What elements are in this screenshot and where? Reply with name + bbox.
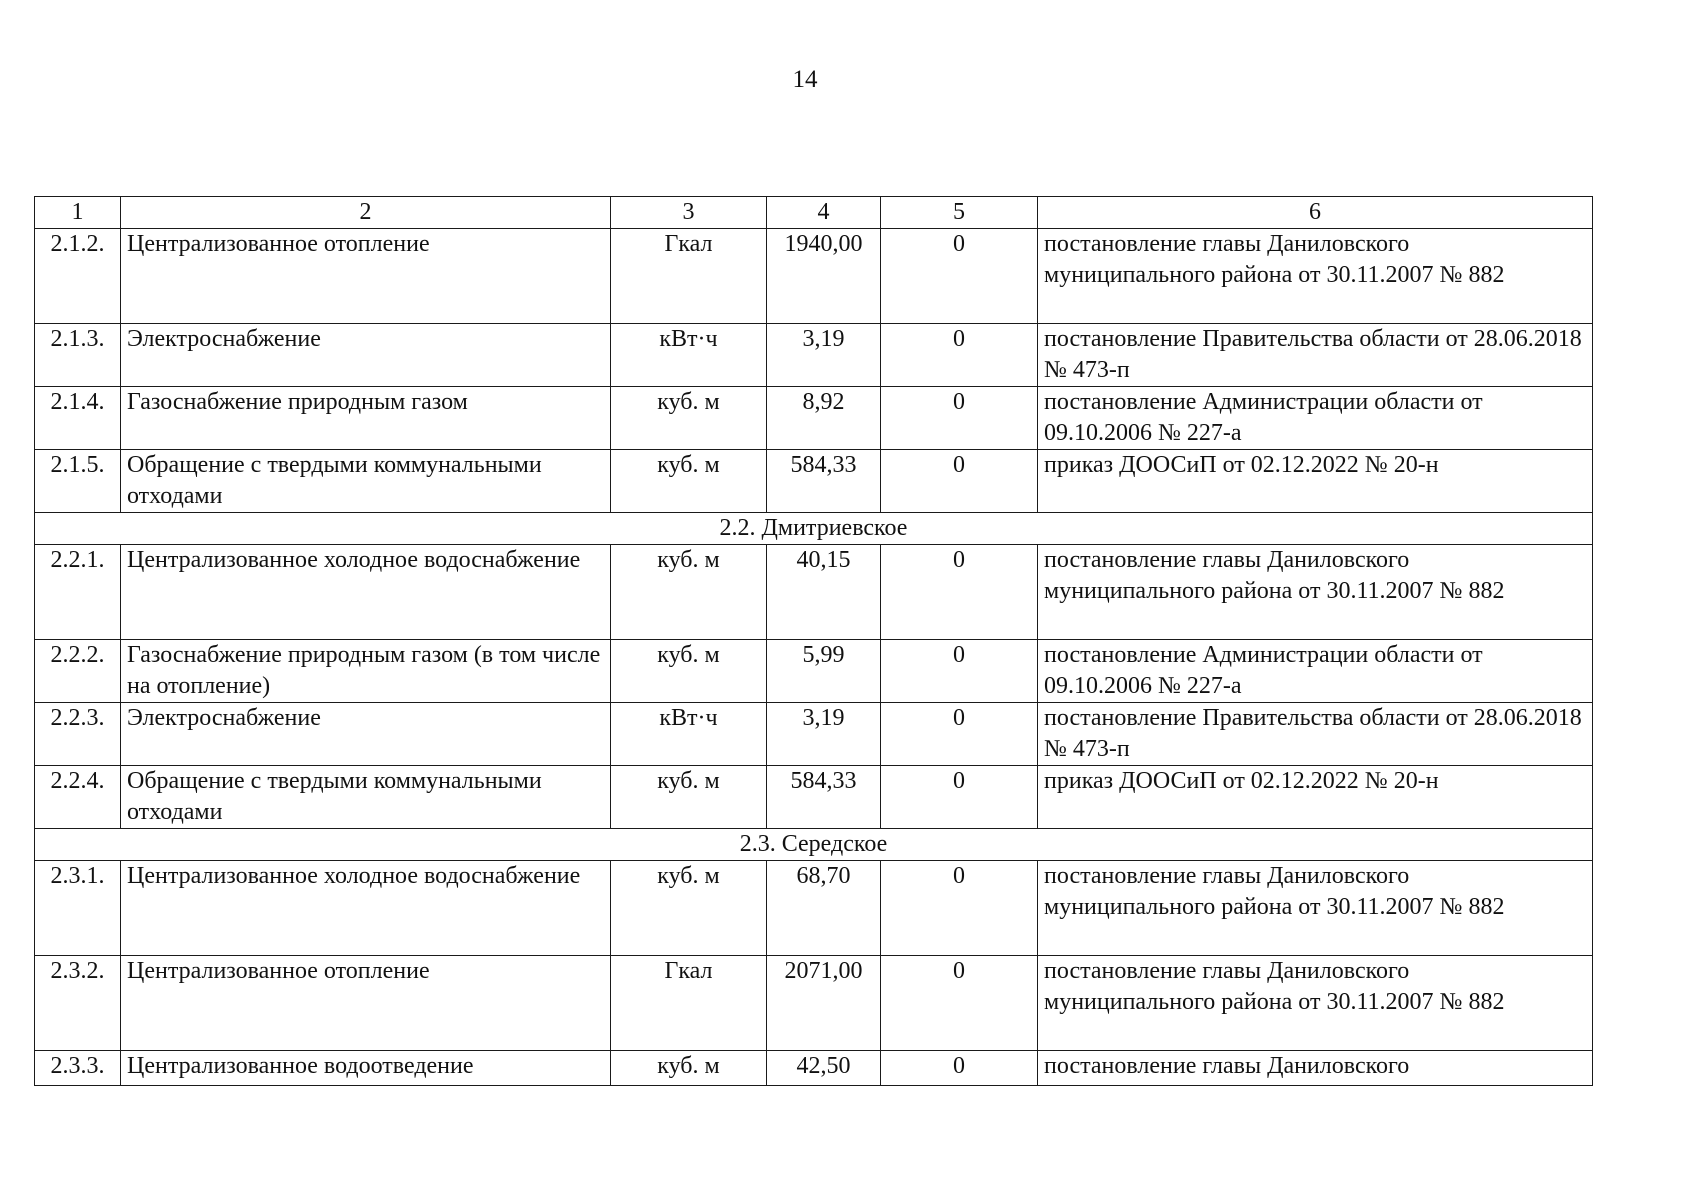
table-row	[35, 450, 1593, 513]
row-number: 2.1.2.	[35, 229, 121, 324]
table-row	[35, 1051, 1593, 1086]
unit-of-measure: куб. м	[611, 861, 767, 956]
norm-value: 42,50	[767, 1051, 881, 1086]
table-row	[35, 861, 1593, 956]
service-name: Централизованное отопление	[121, 956, 611, 1051]
col5-value: 0	[881, 956, 1038, 1051]
norm-value: 3,19	[767, 703, 881, 766]
service-name: Обращение с твердыми коммунальными отходами	[121, 450, 611, 513]
legal-document: постановление главы Даниловского муниципального района от 30.11.2007 № 882	[1038, 861, 1593, 956]
norm-value: 1940,00	[767, 229, 881, 324]
unit-of-measure: куб. м	[611, 640, 767, 703]
tariff-table	[34, 196, 1593, 1086]
row-number: 2.2.4.	[35, 766, 121, 829]
row-number: 2.3.3.	[35, 1051, 121, 1086]
legal-document: постановление Правительства области от 28.06.2018 № 473-п	[1038, 703, 1593, 766]
norm-value: 5,99	[767, 640, 881, 703]
section-row	[35, 513, 1593, 545]
table-row	[35, 229, 1593, 324]
row-number: 2.3.1.	[35, 861, 121, 956]
legal-document: приказ ДООСиП от 02.12.2022 № 20-н	[1038, 450, 1593, 513]
table-row	[35, 703, 1593, 766]
row-number: 2.2.1.	[35, 545, 121, 640]
legal-document: постановление главы Даниловского муниципального района от 30.11.2007 № 882	[1038, 545, 1593, 640]
page-number: 14	[792, 66, 818, 93]
header-col-1: 1	[35, 197, 121, 229]
norm-value: 3,19	[767, 324, 881, 387]
service-name: Электроснабжение	[121, 324, 611, 387]
unit-of-measure: куб. м	[611, 1051, 767, 1086]
table-body	[35, 229, 1593, 1086]
section-row	[35, 829, 1593, 861]
service-name: Централизованное холодное водоснабжение	[121, 545, 611, 640]
header-col-4: 4	[767, 197, 881, 229]
header-row	[35, 197, 1593, 229]
unit-of-measure: кВт·ч	[611, 703, 767, 766]
legal-document: постановление Администрации области от 09.10.2006 № 227-а	[1038, 387, 1593, 450]
unit-of-measure: куб. м	[611, 387, 767, 450]
norm-value: 40,15	[767, 545, 881, 640]
col5-value: 0	[881, 861, 1038, 956]
section-title: 2.2. Дмитриевское	[35, 513, 1593, 545]
legal-document: приказ ДООСиП от 02.12.2022 № 20-н	[1038, 766, 1593, 829]
service-name: Централизованное холодное водоснабжение	[121, 861, 611, 956]
unit-of-measure: кВт·ч	[611, 324, 767, 387]
table-row	[35, 387, 1593, 450]
table-row	[35, 545, 1593, 640]
row-number: 2.2.3.	[35, 703, 121, 766]
col5-value: 0	[881, 545, 1038, 640]
service-name: Централизованное водоотведение	[121, 1051, 611, 1086]
header-col-6: 6	[1038, 197, 1593, 229]
col5-value: 0	[881, 640, 1038, 703]
unit-of-measure: куб. м	[611, 545, 767, 640]
section-title: 2.3. Середское	[35, 829, 1593, 861]
service-name: Обращение с твердыми коммунальными отходами	[121, 766, 611, 829]
col5-value: 0	[881, 450, 1038, 513]
table-row	[35, 324, 1593, 387]
col5-value: 0	[881, 766, 1038, 829]
norm-value: 584,33	[767, 766, 881, 829]
service-name: Газоснабжение природным газом	[121, 387, 611, 450]
unit-of-measure: куб. м	[611, 766, 767, 829]
unit-of-measure: Гкал	[611, 229, 767, 324]
unit-of-measure: куб. м	[611, 450, 767, 513]
legal-document: постановление главы Даниловского муниципального района от 30.11.2007 № 882	[1038, 229, 1593, 324]
legal-document: постановление главы Даниловского муниципального района от 30.11.2007 № 882	[1038, 956, 1593, 1051]
table-row	[35, 640, 1593, 703]
service-name: Газоснабжение природным газом (в том числе на отопление)	[121, 640, 611, 703]
norm-value: 8,92	[767, 387, 881, 450]
row-number: 2.3.2.	[35, 956, 121, 1051]
header-col-5: 5	[881, 197, 1038, 229]
col5-value: 0	[881, 324, 1038, 387]
col5-value: 0	[881, 229, 1038, 324]
header-col-2: 2	[121, 197, 611, 229]
norm-value: 68,70	[767, 861, 881, 956]
row-number: 2.1.4.	[35, 387, 121, 450]
table-row	[35, 766, 1593, 829]
norm-value: 2071,00	[767, 956, 881, 1051]
unit-of-measure: Гкал	[611, 956, 767, 1051]
legal-document: постановление главы Даниловского	[1038, 1051, 1593, 1086]
service-name: Централизованное отопление	[121, 229, 611, 324]
col5-value: 0	[881, 387, 1038, 450]
row-number: 2.1.5.	[35, 450, 121, 513]
col5-value: 0	[881, 703, 1038, 766]
header-col-3: 3	[611, 197, 767, 229]
legal-document: постановление Администрации области от 09.10.2006 № 227-а	[1038, 640, 1593, 703]
col5-value: 0	[881, 1051, 1038, 1086]
norm-value: 584,33	[767, 450, 881, 513]
row-number: 2.2.2.	[35, 640, 121, 703]
row-number: 2.1.3.	[35, 324, 121, 387]
table-row	[35, 956, 1593, 1051]
service-name: Электроснабжение	[121, 703, 611, 766]
legal-document: постановление Правительства области от 28.06.2018 № 473-п	[1038, 324, 1593, 387]
